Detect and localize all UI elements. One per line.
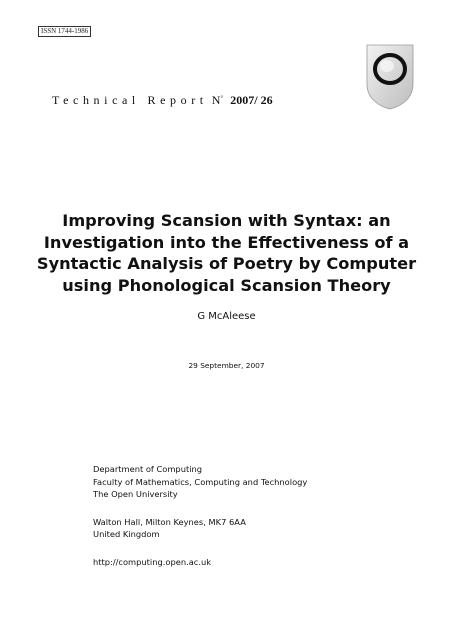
report-number: 2007/ 26	[230, 93, 273, 107]
title-line: Syntactic Analysis of Poetry by Computer	[36, 254, 417, 273]
publication-date: 29 September, 2007	[188, 361, 265, 370]
report-label: Technical Report	[52, 93, 208, 107]
technical-report-number	[52, 90, 273, 107]
report-number-symbol: N	[211, 93, 221, 107]
issn-label: ISSN 1744-1986	[38, 26, 91, 37]
street-address: Walton Hall, Milton Keynes, MK7 6AA	[93, 516, 246, 527]
report-number-degree: ◦	[220, 92, 224, 101]
title-line: using Phonological Scansion Theory	[62, 275, 391, 295]
title-line: Investigation into the Effectiveness of a	[43, 232, 410, 252]
faculty: Faculty of Mathematics, Computing and Technology	[93, 476, 308, 487]
author: G McAleese	[197, 311, 256, 322]
department: Department of Computing	[93, 464, 203, 474]
university: The Open University	[93, 489, 178, 499]
country: United Kingdom	[93, 529, 160, 539]
website-url: http://computing.open.ac.uk	[93, 556, 212, 567]
address-block	[93, 463, 307, 568]
document-title	[0, 210, 453, 296]
title-line: Improving Scansion with Syntax: an	[62, 211, 391, 230]
open-university-logo	[366, 44, 414, 110]
